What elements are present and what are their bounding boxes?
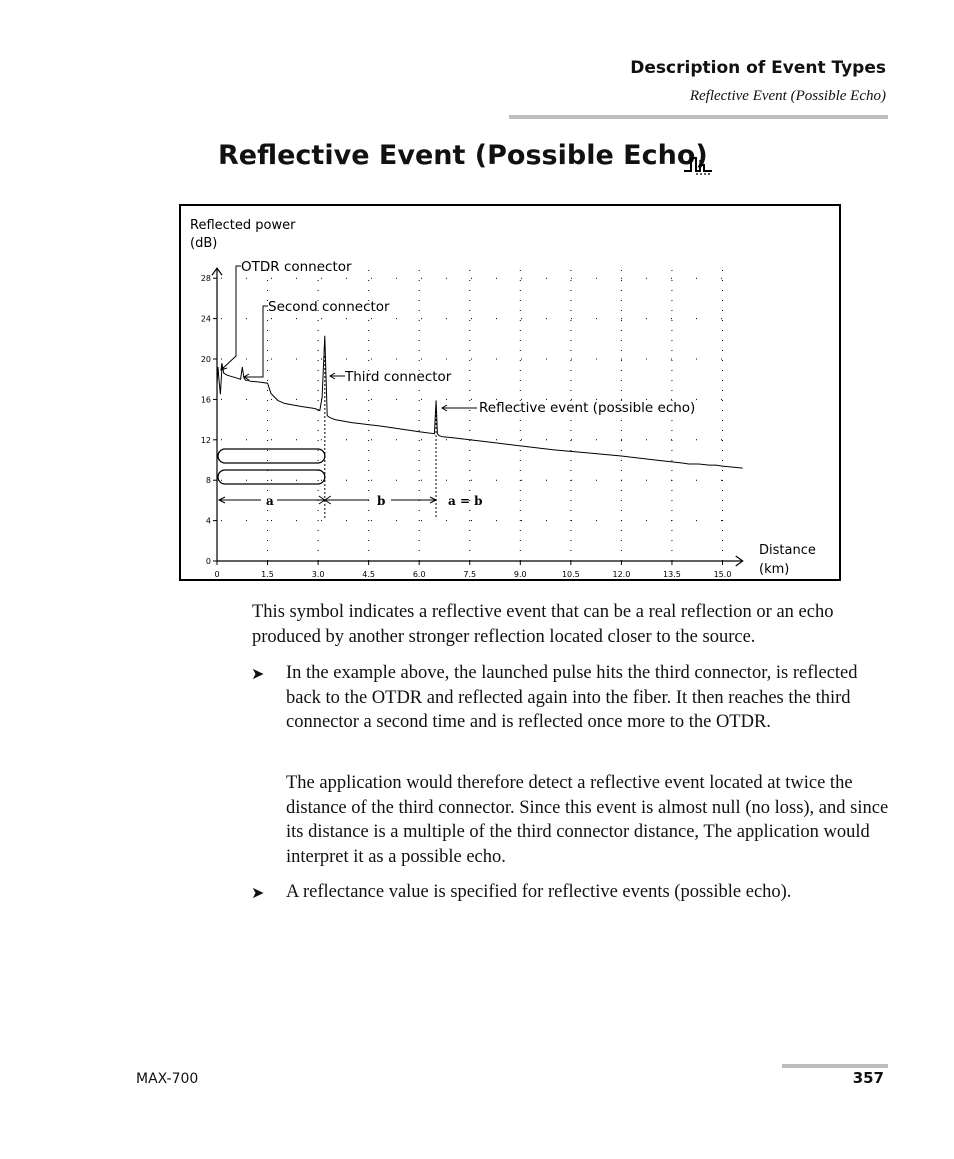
header-subtitle: Reflective Event (Possible Echo) xyxy=(689,88,886,104)
otdr-chart xyxy=(181,206,839,579)
y-tick-label: 8 xyxy=(205,476,211,486)
bullet-1-text: In the example above, the launched pulse hits the third connector, is reflected back to the OTDR and reflected again into the fiber. It then reaches the third connector a second time and is reflected once more to the OTDR. xyxy=(286,663,858,733)
segment-label-a: a xyxy=(266,494,274,508)
annotation-reflective-event: Reflective event (possible echo) xyxy=(479,400,696,416)
x-tick-label: 12.0 xyxy=(612,570,631,579)
y-tick-label: 12 xyxy=(200,435,211,445)
fiber-loop-upper xyxy=(218,449,325,463)
x-axis-label-line2: (km) xyxy=(759,562,790,577)
x-axis-label-line1: Distance xyxy=(759,543,816,558)
x-tick-label: 7.5 xyxy=(463,570,477,579)
leader-otdr-connector xyxy=(221,266,241,370)
y-tick-label: 16 xyxy=(200,395,211,405)
annotation-leaders xyxy=(221,266,477,411)
fiber-loop-lower xyxy=(218,470,325,484)
x-tick-label: 4.5 xyxy=(362,570,376,579)
bullet-1-continuation: The application would therefore detect a reflective event located at twice the distance of the third connector. Since this event is almost null (no loss), and since its distance is a multiple of the third connector distance, The application would interpret it as a possible echo. xyxy=(286,773,889,867)
segment-label-a-equals-b: a = b xyxy=(448,494,483,508)
x-tick-label: 3.0 xyxy=(311,570,325,579)
y-tick-label: 20 xyxy=(200,355,211,364)
annotation-second-connector: Second connector xyxy=(268,299,390,315)
x-tick-label: 1.5 xyxy=(261,570,274,579)
x-tick-label: 0 xyxy=(214,570,220,579)
y-axis-label-line1: Reflected power xyxy=(190,218,296,233)
page-number: 357 xyxy=(852,1069,884,1087)
otdr-trace-figure xyxy=(179,204,841,581)
header-rule xyxy=(509,115,888,119)
chart-ticks xyxy=(201,274,732,579)
page-title: Reflective Event (Possible Echo) xyxy=(218,140,708,171)
x-tick-label: 15.0 xyxy=(713,570,732,579)
x-tick-label: 13.5 xyxy=(663,570,681,579)
y-axis-label-line2: (dB) xyxy=(190,236,218,251)
bullet-arrow-icon: ➤ xyxy=(251,883,265,902)
x-tick-label: 9.0 xyxy=(513,570,527,579)
header-title: Description of Event Types xyxy=(630,58,886,78)
bullet-2-text: A reflectance value is specified for reflective events (possible echo). xyxy=(286,882,792,902)
y-tick-label: 28 xyxy=(200,274,211,284)
x-tick-label: 10.5 xyxy=(561,570,580,579)
y-tick-label: 4 xyxy=(205,516,211,526)
bullet-arrow-icon: ➤ xyxy=(251,664,265,683)
footer-rule xyxy=(782,1064,888,1068)
reflective-echo-event-icon xyxy=(683,152,713,178)
footer-product-name: MAX-700 xyxy=(136,1071,199,1087)
y-tick-label: 24 xyxy=(200,314,211,324)
annotation-third-connector: Third connector xyxy=(345,369,452,385)
y-tick-label: 0 xyxy=(205,557,211,566)
description-paragraph: This symbol indicates a reflective event that can be a real reflection or an echo produced by another stronger reflection located closer to the source. xyxy=(252,602,834,647)
segment-label-b: b xyxy=(377,494,386,508)
annotation-otdr-connector: OTDR connector xyxy=(241,259,352,275)
x-tick-label: 6.0 xyxy=(412,570,426,579)
leader-second-connector xyxy=(244,306,268,377)
